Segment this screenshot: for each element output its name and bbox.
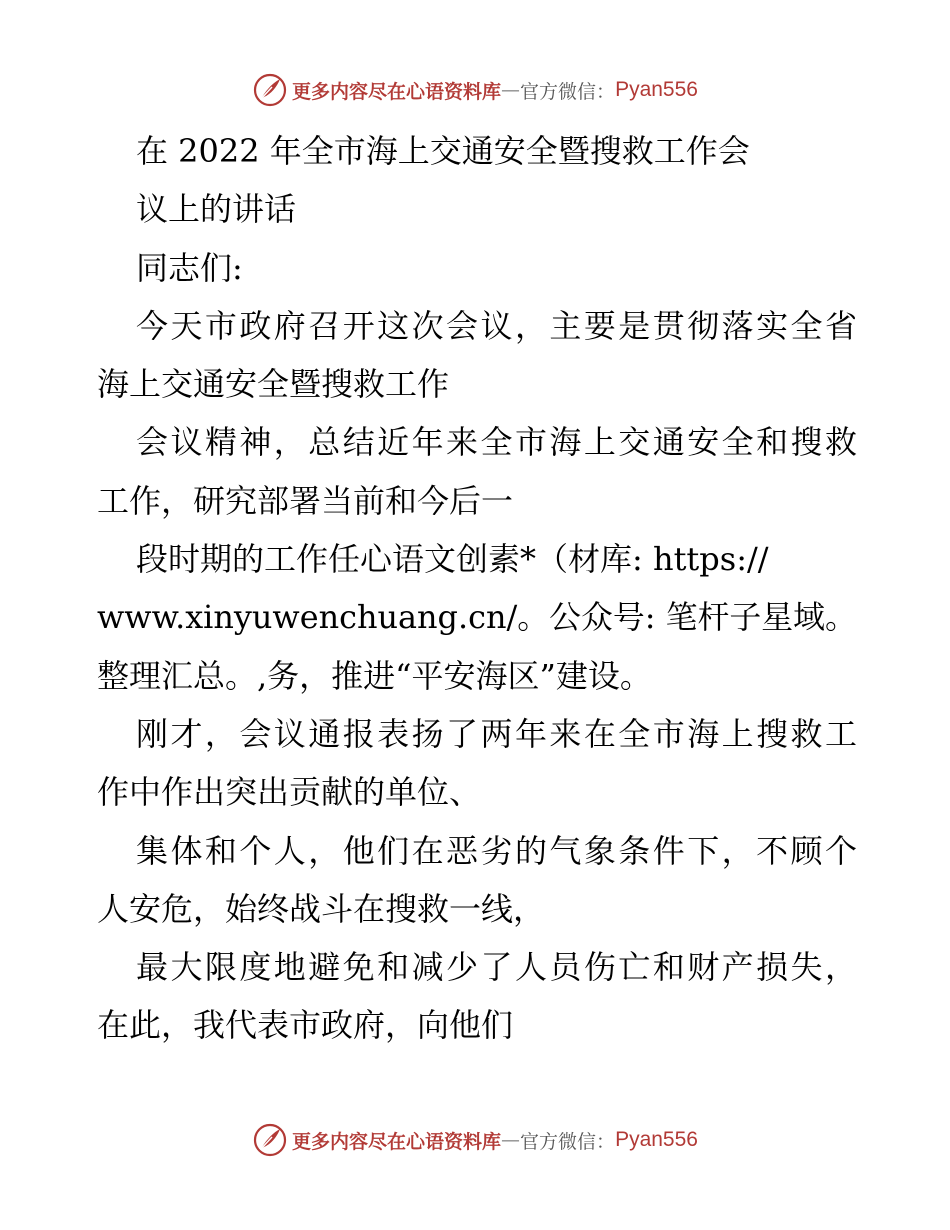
text-line: 海上交通安全暨搜救工作	[97, 365, 450, 404]
text-line: www.xinyuwenchuang.cn/。公众号: 笔杆子星域。	[97, 598, 857, 637]
banner-sub-text: 官方微信：	[520, 1130, 616, 1153]
text-line: 整理汇总。,务，推进“平安海区”建设。	[97, 656, 652, 695]
text-line: 议上的讲话	[136, 190, 297, 229]
document-body	[97, 122, 860, 1055]
quill-circle-logo-icon	[252, 72, 288, 108]
text-line: 工作，研究部署当前和今后一	[97, 481, 514, 520]
text-line: 会议精神，总结近年来全市海上交通安全和搜救	[136, 423, 860, 462]
banner-wechat-id: Pyan556	[615, 1128, 698, 1151]
text-line: 人安危，始终战斗在搜救一线，	[97, 889, 546, 928]
text-line: 同志们:	[136, 248, 243, 287]
text-line: 段时期的工作任心语文创素*（材库: https://	[136, 540, 769, 579]
header-banner	[0, 68, 950, 112]
text-line: 今天市政府召开这次会议，主要是贯彻落实全省	[136, 306, 860, 345]
banner-sub-text: 官方微信：	[520, 80, 616, 103]
banner-dash: —	[501, 1129, 521, 1151]
text-line: 最大限度地避免和减少了人员伤亡和财产损失，	[136, 948, 860, 987]
text-line: 在此，我代表市政府，向他们	[97, 1006, 514, 1045]
text-line: 作中作出突出贡献的单位、	[97, 773, 482, 812]
text-line: 在 2022 年全市海上交通安全暨搜救工作会	[136, 132, 750, 170]
text-line: 集体和个人，他们在恶劣的气象条件下，不顾个	[136, 831, 860, 870]
quill-circle-logo-icon	[252, 1122, 288, 1158]
banner-main-text: 更多内容尽在心语资料库	[292, 1130, 502, 1153]
banner-main-text: 更多内容尽在心语资料库	[292, 80, 502, 103]
banner-wechat-id: Pyan556	[615, 78, 698, 101]
text-line: 刚才，会议通报表扬了两年来在全市海上搜救工	[136, 714, 860, 753]
banner-dash: —	[501, 79, 521, 101]
footer-banner	[0, 1118, 950, 1162]
